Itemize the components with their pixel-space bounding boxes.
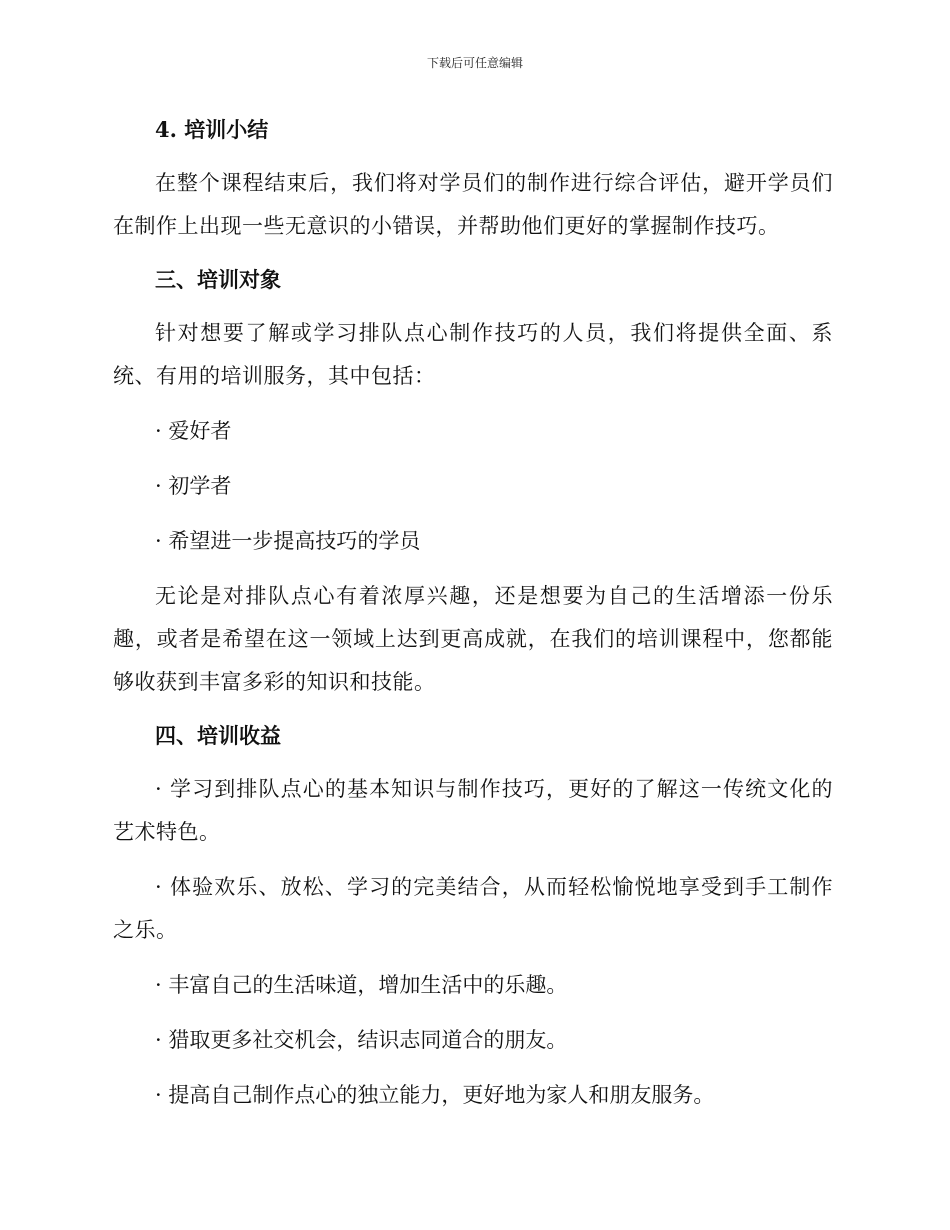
section-heading-training-summary: 4. 培训小结: [155, 117, 269, 142]
page-header: 下载后可任意编辑: [426, 56, 523, 70]
section-heading-training-audience: 三、培训对象: [155, 267, 281, 292]
paragraph-summary: 在整个课程结束后，我们将对学员们的制作进行综合评估，避开学员们在制作上出现一些无意识的小错误，并帮助他们更好的掌握制作技巧。: [113, 171, 833, 238]
paragraph-audience-intro: 针对想要了解或学习排队点心制作技巧的人员，我们将提供全面、系统、有用的培训服务，其中包括：: [113, 321, 833, 388]
benefit-item-social: · 猎取更多社交机会，结识志同道合的朋友。: [155, 1028, 568, 1052]
list-item-beginners: · 初学者: [155, 474, 232, 498]
section-heading-training-benefits: 四、培训收益: [155, 723, 281, 748]
benefit-item-independence: · 提高自己制作点心的独立能力，更好地为家人和朋友服务。: [155, 1083, 715, 1107]
list-item-hobbyists: · 爱好者: [155, 419, 232, 443]
benefit-item-knowledge: · 学习到排队点心的基本知识与制作技巧，更好的了解这一传统文化的艺术特色。: [113, 777, 833, 844]
benefit-item-experience: · 体验欢乐、放松、学习的完美结合，从而轻松愉悦地享受到手工制作之乐。: [113, 875, 833, 942]
paragraph-audience-outro: 无论是对排队点心有着浓厚兴趣，还是想要为自己的生活增添一份乐趣，或者是希望在这一领域上达到更高成就，在我们的培训课程中，您都能够收获到丰富多彩的知识和技能。: [113, 584, 833, 694]
list-item-advanced-learners: · 希望进一步提高技巧的学员: [155, 529, 421, 553]
document-body: [113, 110, 833, 1129]
benefit-item-life-flavor: · 丰富自己的生活味道，增加生活中的乐趣。: [155, 973, 568, 997]
